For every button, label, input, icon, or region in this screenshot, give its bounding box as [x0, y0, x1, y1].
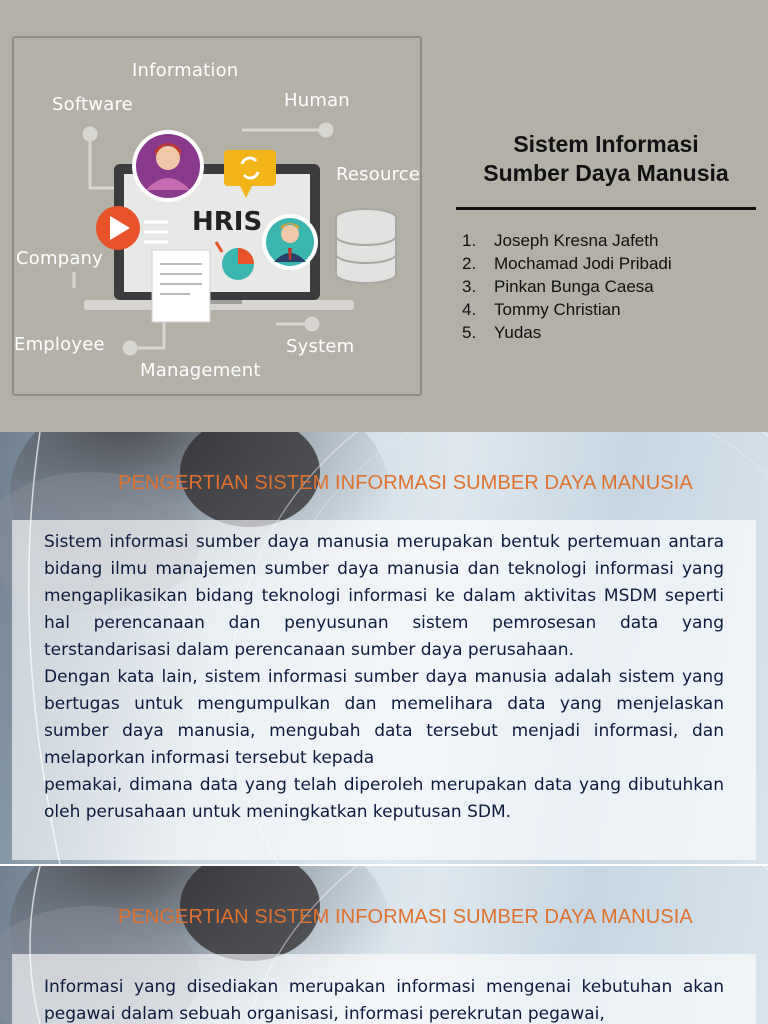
word-management: Management [140, 360, 261, 381]
member-name: Joseph Kresna Jafeth [494, 231, 659, 250]
word-resource: Resource [336, 164, 421, 185]
member-list [462, 229, 672, 344]
paragraph: pemakai, dimana data yang telah diperoleh merupakan data yang dibutuhkan oleh perusahaan untuk meningkatkan keputusan SDM. [44, 775, 724, 822]
member-name: Yudas [494, 323, 542, 342]
definition-slide-2 [0, 866, 768, 1024]
member-item [462, 298, 672, 321]
definition-text [44, 974, 724, 1024]
member-item [462, 275, 672, 298]
definition-slide [0, 432, 768, 864]
slide-title: Sistem Informasi Sumber Daya Manusia [483, 131, 729, 186]
member-number: 1. [462, 231, 477, 250]
document-icon [152, 250, 210, 322]
hris-illustration [12, 36, 422, 396]
database-icon [336, 209, 396, 283]
definition-text [44, 529, 724, 826]
word-information: Information [132, 60, 239, 81]
hris-label-svg: HRIS [192, 207, 263, 237]
paragraph: Dengan kata lain, sistem informasi sumber daya manusia adalah sistem yang bertugas untuk mengumpulkan dan memelihara data yang menjelaskan sumber daya manusia, mengubah data tersebut menjadi informasi, dan melaporkan informasi tersebut kepada [44, 667, 724, 768]
person-avatar-icon [132, 130, 204, 202]
member-item [462, 229, 672, 252]
member-number: 4. [462, 300, 477, 319]
member-name: Tommy Christian [494, 300, 621, 319]
member-number: 5. [462, 323, 477, 342]
paragraph: Sistem informasi sumber daya manusia merupakan bentuk pertemuan antara bidang ilmu manajemen sumber daya manusia dan teknologi informasi yang mengaplikasikan bidang teknologi informasi ke dalam aktivitas MSDM seperti hal perencanaan dan penyusunan sistem pemrosesan data yang terstandarisasi dalam perencanaan sumber daya perusahaan. [44, 532, 724, 660]
title-block [456, 130, 756, 188]
businessman-avatar-icon [262, 214, 318, 270]
member-item [462, 252, 672, 275]
word-company: Company [16, 248, 104, 269]
word-software: Software [52, 94, 133, 115]
section-title: PENGERTIAN SISTEM INFORMASI SUMBER DAYA MANUSIA [118, 472, 693, 494]
word-human: Human [284, 90, 350, 111]
word-system: System [286, 336, 355, 357]
member-name: Pinkan Bunga Caesa [494, 277, 654, 296]
member-number: 2. [462, 254, 477, 273]
member-item [462, 321, 672, 344]
word-employee: Employee [14, 334, 105, 355]
member-name: Mochamad Jodi Pribadi [494, 254, 672, 273]
title-divider [456, 207, 756, 210]
section-title: PENGERTIAN SISTEM INFORMASI SUMBER DAYA MANUSIA [118, 906, 693, 928]
member-number: 3. [462, 277, 477, 296]
title-slide [0, 0, 768, 432]
paragraph: Informasi yang disediakan merupakan informasi mengenai kebutuhan akan pegawai dalam sebuah organisasi, informasi perekrutan pegawai, [44, 977, 724, 1024]
